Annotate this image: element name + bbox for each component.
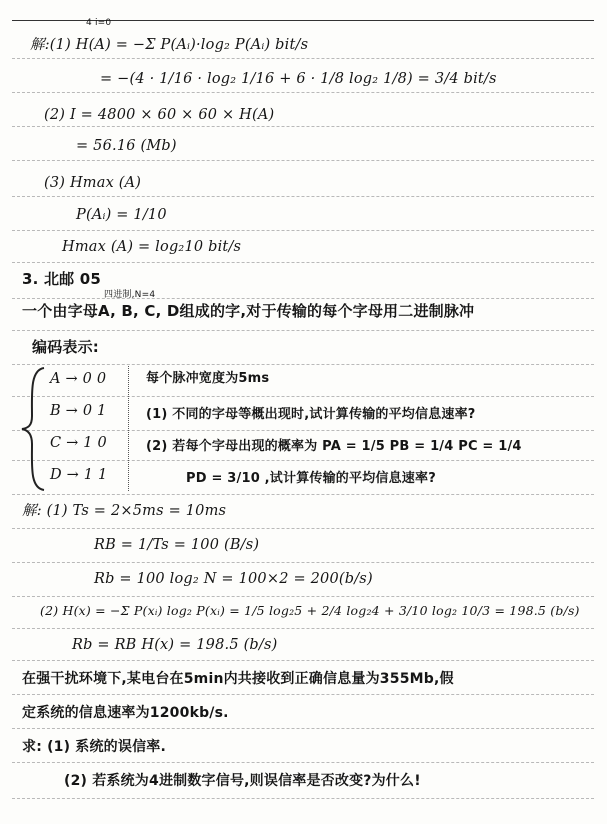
answer-line-5: Rb = RB H(x) = 198.5 (b/s) (72, 637, 278, 653)
ruled-line (12, 196, 594, 197)
sum-limits: 4 i=0 (86, 18, 112, 28)
solution-line-7: Hmax (A) = log₂10 bit/s (62, 239, 242, 255)
mapping-d: D → 1 1 (50, 467, 108, 483)
solution-line-4: = 56.16 (Mb) (76, 138, 177, 154)
ruled-line (12, 262, 594, 263)
answer-line-1: 解: (1) Ts = 2×5ms = 10ms (22, 503, 227, 519)
margin-note: 四进制,N=4 (104, 290, 156, 300)
ruled-line (12, 330, 594, 331)
ruled-line (12, 92, 594, 93)
ruled-line (12, 430, 594, 431)
left-brace (18, 364, 48, 494)
question-2: (2) 若每个字母出现的概率为 PA = 1/5 PB = 1/4 PC = 1/4 (146, 439, 522, 454)
ruled-line (12, 660, 594, 661)
ruled-line (12, 528, 594, 529)
ruled-line (12, 628, 594, 629)
solution-line-2: = −(4 · 1/16 · log₂ 1/16 + 6 · 1/8 log₂ 1/8) = 3/4 bit/s (100, 71, 497, 87)
answer-line-4: (2) H(x) = −Σ P(xᵢ) log₂ P(xᵢ) = 1/5 log₂5 + 2/4 log₂4 + 3/10 log₂ 10/3 = 198.5 (b/s) (40, 603, 580, 618)
problem-2-text-2: 定系统的信息速率为1200kb/s. (22, 705, 229, 721)
ruled-line (12, 728, 594, 729)
ruled-line (12, 126, 594, 127)
ruled-line (12, 160, 594, 161)
question-2-cont: PD = 3/10 ,试计算传输的平均信息速率? (186, 471, 436, 486)
solution-line-3: (2) I = 4800 × 60 × 60 × H(A) (44, 107, 275, 123)
ruled-line (12, 58, 594, 59)
ruled-line (12, 230, 594, 231)
problem-text-1: 一个由字母A, B, C, D组成的字,对于传输的每个字母用二进制脉冲 (22, 302, 475, 320)
dotted-divider (128, 366, 129, 491)
ruled-line (12, 396, 594, 397)
mapping-a: A → 0 0 (50, 371, 107, 387)
problem-heading: 3. 北邮 05 (22, 270, 102, 288)
ruled-line (12, 596, 594, 597)
ruled-line (12, 298, 594, 299)
solution-line-5: (3) Hmax (A) (44, 175, 142, 191)
problem-2-text-1: 在强干扰环境下,某电台在5min内共接收到正确信息量为355Mb,假 (22, 671, 454, 687)
problem-text-2: 编码表示: (32, 338, 99, 356)
answer-line-2: RB = 1/Ts = 100 (B/s) (94, 537, 260, 553)
ruled-line (12, 694, 594, 695)
solution-line-1: 解:(1) H(A) = −Σ P(Aᵢ)·log₂ P(Aᵢ) bit/s (30, 37, 309, 53)
solution-line-6: P(Aᵢ) = 1/10 (76, 207, 167, 223)
ruled-line (12, 364, 594, 365)
mapping-c: C → 1 0 (50, 435, 107, 451)
ruled-line (12, 494, 594, 495)
mapping-b: B → 0 1 (50, 403, 107, 419)
question-1: (1) 不同的字母等概出现时,试计算传输的平均信息速率? (146, 407, 476, 422)
ruled-line (12, 762, 594, 763)
ruled-line (12, 460, 594, 461)
problem-2-question-2: (2) 若系统为4进制数字信号,则误信率是否改变?为什么! (64, 773, 421, 789)
problem-2-question-1: 求: (1) 系统的误信率. (22, 739, 167, 755)
ruled-line (12, 798, 594, 799)
answer-line-3: Rb = 100 log₂ N = 100×2 = 200(b/s) (94, 571, 373, 587)
pulse-width-note: 每个脉冲宽度为5ms (146, 371, 270, 386)
ruled-line (12, 562, 594, 563)
